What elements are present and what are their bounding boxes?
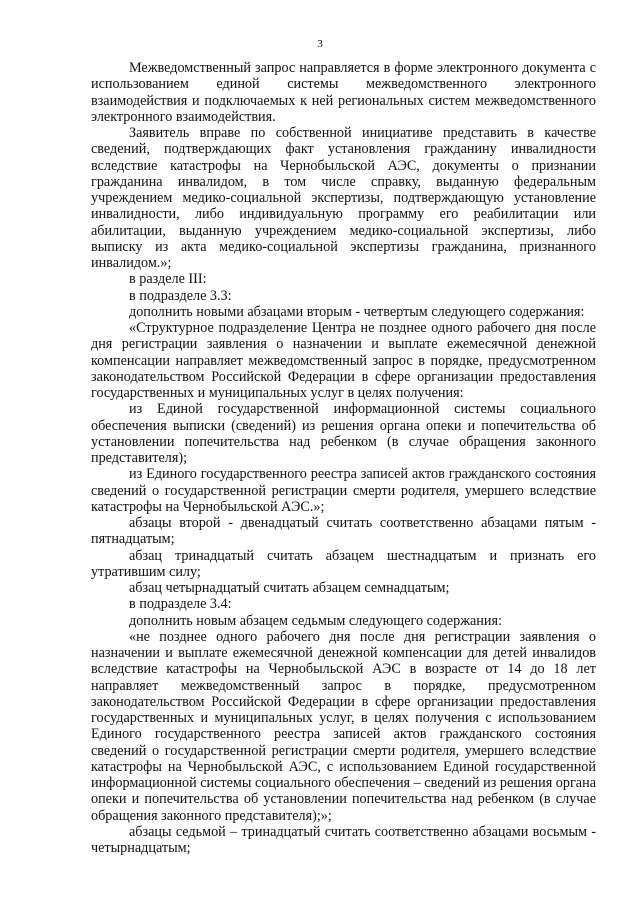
- paragraph-renumber-7-13: абзацы седьмой – тринадцатый считать соответственно абзацами восьмым - четырнадцатым;: [91, 823, 596, 856]
- document-body: [91, 60, 596, 856]
- paragraph-request-format: Межведомственный запрос направляется в форме электронного документа с использованием единой системы межведомственного электронного взаимодействия и подключаемых к ней региональных систем межведомственного электронного взаимодействия.: [91, 60, 596, 125]
- paragraph-section-iii: в разделе III:: [129, 271, 207, 288]
- paragraph-egisso-extract: из Единой государственной информационной системы социального обеспечения выписки (сведений) из решения органа опеки и попечительства об установлении попечительства над ребенком (в случае обращения законного представителя);: [91, 401, 596, 466]
- page-number: 3: [317, 38, 323, 50]
- paragraph-interagency-request: «не позднее одного рабочего дня после дня регистрации заявления о назначении и выплате ежемесячной денежной компенсации для детей инвалидов вследствие катастрофы на Чернобыльской АЭС в возрасте от 14 до 18 лет направляет межведомственный запрос в порядке, предусмотренном законодательством Российской Федерации в сфере организации предоставления государственных и муниципальных услуг, в целях получения с использованием Единого государственного реестра записей актов гражданского состояния сведений о государственной регистрации смерти родителя, умершего вследствие катастрофы на Чернобыльской АЭС, с использованием Единой государственной информационной системы социального обеспечения – сведений из решения органа опеки и попечительства об установлении попечительства над ребенком (в случае обращения законного представителя);»;: [91, 628, 596, 824]
- paragraph-structural-unit: «Структурное подразделение Центра не позднее одного рабочего дня после дня регистрации заявления о назначении и выплате ежемесячной денежной компенсации направляет межведомственный запрос в порядке, предусмотренном законодательством Российской Федерации в сфере организации предоставления государственных и муниципальных услуг в целях получения:: [91, 320, 596, 401]
- paragraph-civil-registry: из Единого государственного реестра записей актов гражданского состояния сведений о государственной регистрации смерти родителя, умершего вследствие катастрофы на Чернобыльской АЭС.»;: [91, 466, 596, 515]
- paragraph-applicant-documents: Заявитель вправе по собственной инициативе представить в качестве сведений, подтверждающих факт установления гражданину инвалидности вследствие катастрофы на Чернобыльской АЭС, документы о признании гражданина инвалидом, в том числе справку, выданную федеральным учреждением медико-социальной экспертизы, подтверждающую установление инвалидности, либо индивидуальную программу его реабилитации или абилитации, выданную учреждением медико-социальной экспертизы, либо выписку из акта медико-социальной экспертизы гражданина, признанного инвалидом.»;: [91, 125, 596, 271]
- paragraph-13-invalid: абзац тринадцатый считать абзацем шестнадцатым и признать его утратившим силу;: [91, 547, 596, 580]
- paragraph-subsection-3-3: в подразделе 3.3:: [129, 287, 232, 304]
- paragraph-subsection-3-4: в подразделе 3.4:: [129, 596, 232, 613]
- paragraph-add-paragraphs: дополнить новыми абзацами вторым - четвертым следующего содержания:: [129, 303, 585, 320]
- paragraph-14-renumber: абзац четырнадцатый считать абзацем семнадцатым;: [129, 580, 450, 596]
- paragraph-add-seventh: дополнить новым абзацем седьмым следующего содержания:: [129, 612, 502, 629]
- paragraph-renumber-2-12: абзацы второй - двенадцатый считать соответственно абзацами пятым - пятнадцатым;: [91, 515, 596, 548]
